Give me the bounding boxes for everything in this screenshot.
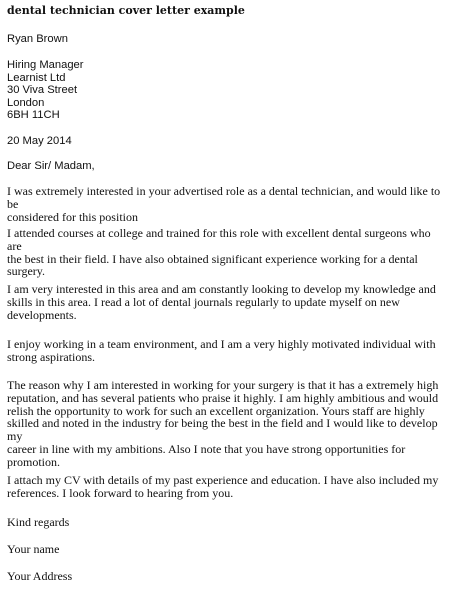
salutation: Dear Sir/ Madam, [7,160,95,172]
recipient-address [7,59,83,122]
recipient-line-2: Learnist Ltd [7,71,66,84]
your-address: Your Address [7,569,73,583]
paragraph-reasons: The reason why I am interested in working for your surgery is that it has a extremely high reputation, and has several patients who praise it highly. I am highly ambitious and would relish the opportunity to work for such an excellent organization. Yours staff are highly skilled and noted in the industry for being the best in the field and I would like to develop my career in line with my ambitions. Also I note that you have strong opportunities for promotion. [7,378,439,469]
paragraph-development: I am very interested in this area and am constantly looking to develop my knowledge and skills in this area. I read a lot of dental journals regularly to update myself on new developments. [7,282,436,322]
paragraph-cv: I attach my CV with details of my past experience and education. I have also included my references. I look forward to hearing from you. [7,473,439,500]
sender-name: Ryan Brown [7,33,68,45]
letter-title: dental technician cover letter example [7,4,245,17]
paragraph-interest: I was extremely interested in your advertised role as a dental technician, and would like to be considered for this position [7,184,441,224]
recipient-line-1: Hiring Manager [7,59,84,71]
recipient-line-4: London [7,96,45,109]
your-name: Your name [7,542,60,556]
recipient-line-5: 6BH 11CH [7,109,60,121]
paragraph-teamwork: I enjoy working in a team environment, and I am a very highly motivated individual with strong aspirations. [7,337,436,364]
closing: Kind regards [7,515,70,529]
recipient-line-3: 30 Viva Street [7,84,78,96]
paragraph-training: I attended courses at college and trained for this role with excellent dental surgeons who are the best in their field. I have also obtained significant experience working for a dental surgery. [7,226,431,279]
letter-date: 20 May 2014 [7,135,72,147]
